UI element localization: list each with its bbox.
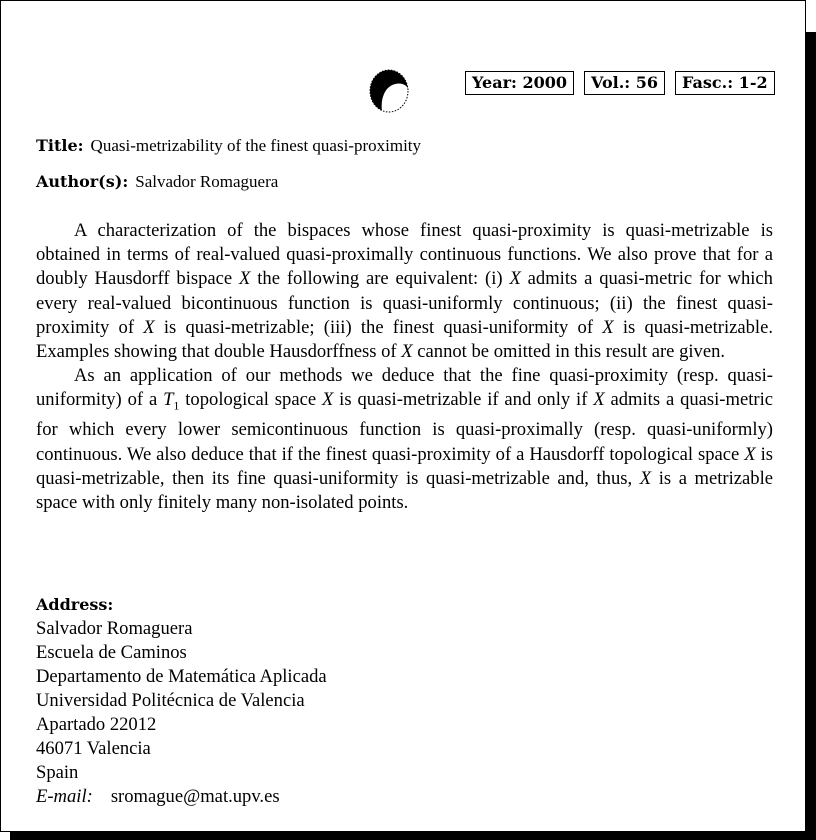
issue-badges [465,71,775,95]
math-variable: X [744,443,756,465]
math-variable: X [509,268,521,290]
title-label: Title: [36,136,84,155]
math-variable: X [602,316,614,338]
address-heading: Address: [36,595,114,614]
author-name: Salvador Romaguera [135,172,279,191]
math-variable: X [401,341,413,363]
address-line: Departamento de Matemática Aplicada [36,666,327,687]
journal-crescent-logo-icon [368,68,412,114]
email-line [36,785,327,809]
math-variable: X [639,467,652,489]
text-run: is quasi-metrizable; (iii) the finest quasi-uniformity of [154,316,603,338]
math-variable: T [163,389,174,411]
text-run: As an application of our methods we deduce that the fine quasi-proximity (resp. quasi-uniformity) of a [36,365,773,411]
text-run: is quasi-metrizable. Examples showing that double Hausdorffness of [36,316,774,363]
address-line: Universidad Politécnica de Valencia [36,690,305,711]
text-run: is quasi-metrizable, then its fine quasi-uniformity is quasi-metrizable and, thus, [36,443,773,489]
text-run: topological space [179,389,322,411]
math-subscript: 1 [173,399,180,414]
text-run: is a metrizable space with only finitely many non-isolated points. [36,467,773,513]
paper-title: Quasi-metrizability of the finest quasi-proximity [90,136,422,155]
address-line: 46071 Valencia [36,738,151,759]
abstract-paragraph-2 [36,364,773,515]
address-line: Salvador Romaguera [36,618,193,639]
title-line [36,136,421,156]
address-line: Escuela de Caminos [36,642,187,663]
math-variable: X [239,268,251,290]
math-variable: X [321,389,334,411]
text-run: is quasi-metrizable if and only if [333,389,594,411]
text-run: admits a quasi-metric for which every real-valued bicontinuous function is quasi-uniformly continuous; (ii) the finest quasi-proximity of [36,268,773,338]
abstract [36,219,773,515]
text-run: the following are equivalent: (i) [250,268,510,290]
math-t1 [163,389,180,414]
year-badge: Year: 2000 [465,71,574,95]
page-shadow-bottom [10,832,816,840]
email-address[interactable]: sromague@mat.upv.es [110,786,280,807]
math-variable: X [143,316,155,338]
email-label: E-mail: [36,786,93,807]
address-block [36,593,327,809]
page-shadow-right [806,32,816,840]
address-line: Apartado 22012 [36,714,157,735]
address-line: Spain [36,762,79,783]
text-run: cannot be omitted in this result are given. [412,341,726,363]
text-run: admits a quasi-metric for which every lower semicontinuous function is quasi-proximally (resp. quasi-uniformly) continuous. We also deduce that if the finest quasi-proximity of a Hausdorff topological space [36,389,773,465]
author-label: Author(s): [36,172,129,191]
abstract-paragraph-1 [36,219,773,364]
fascicle-badge: Fasc.: 1-2 [675,71,775,95]
author-line [36,172,278,192]
text-run: A characterization of the bispaces whose finest quasi-proximity is quasi-metrizable is obtained in terms of real-valued quasi-proximally continuous functions. We also prove that for a doubly Hausdorff bispace [36,220,773,290]
volume-badge: Vol.: 56 [584,71,665,95]
math-variable: X [593,389,605,411]
